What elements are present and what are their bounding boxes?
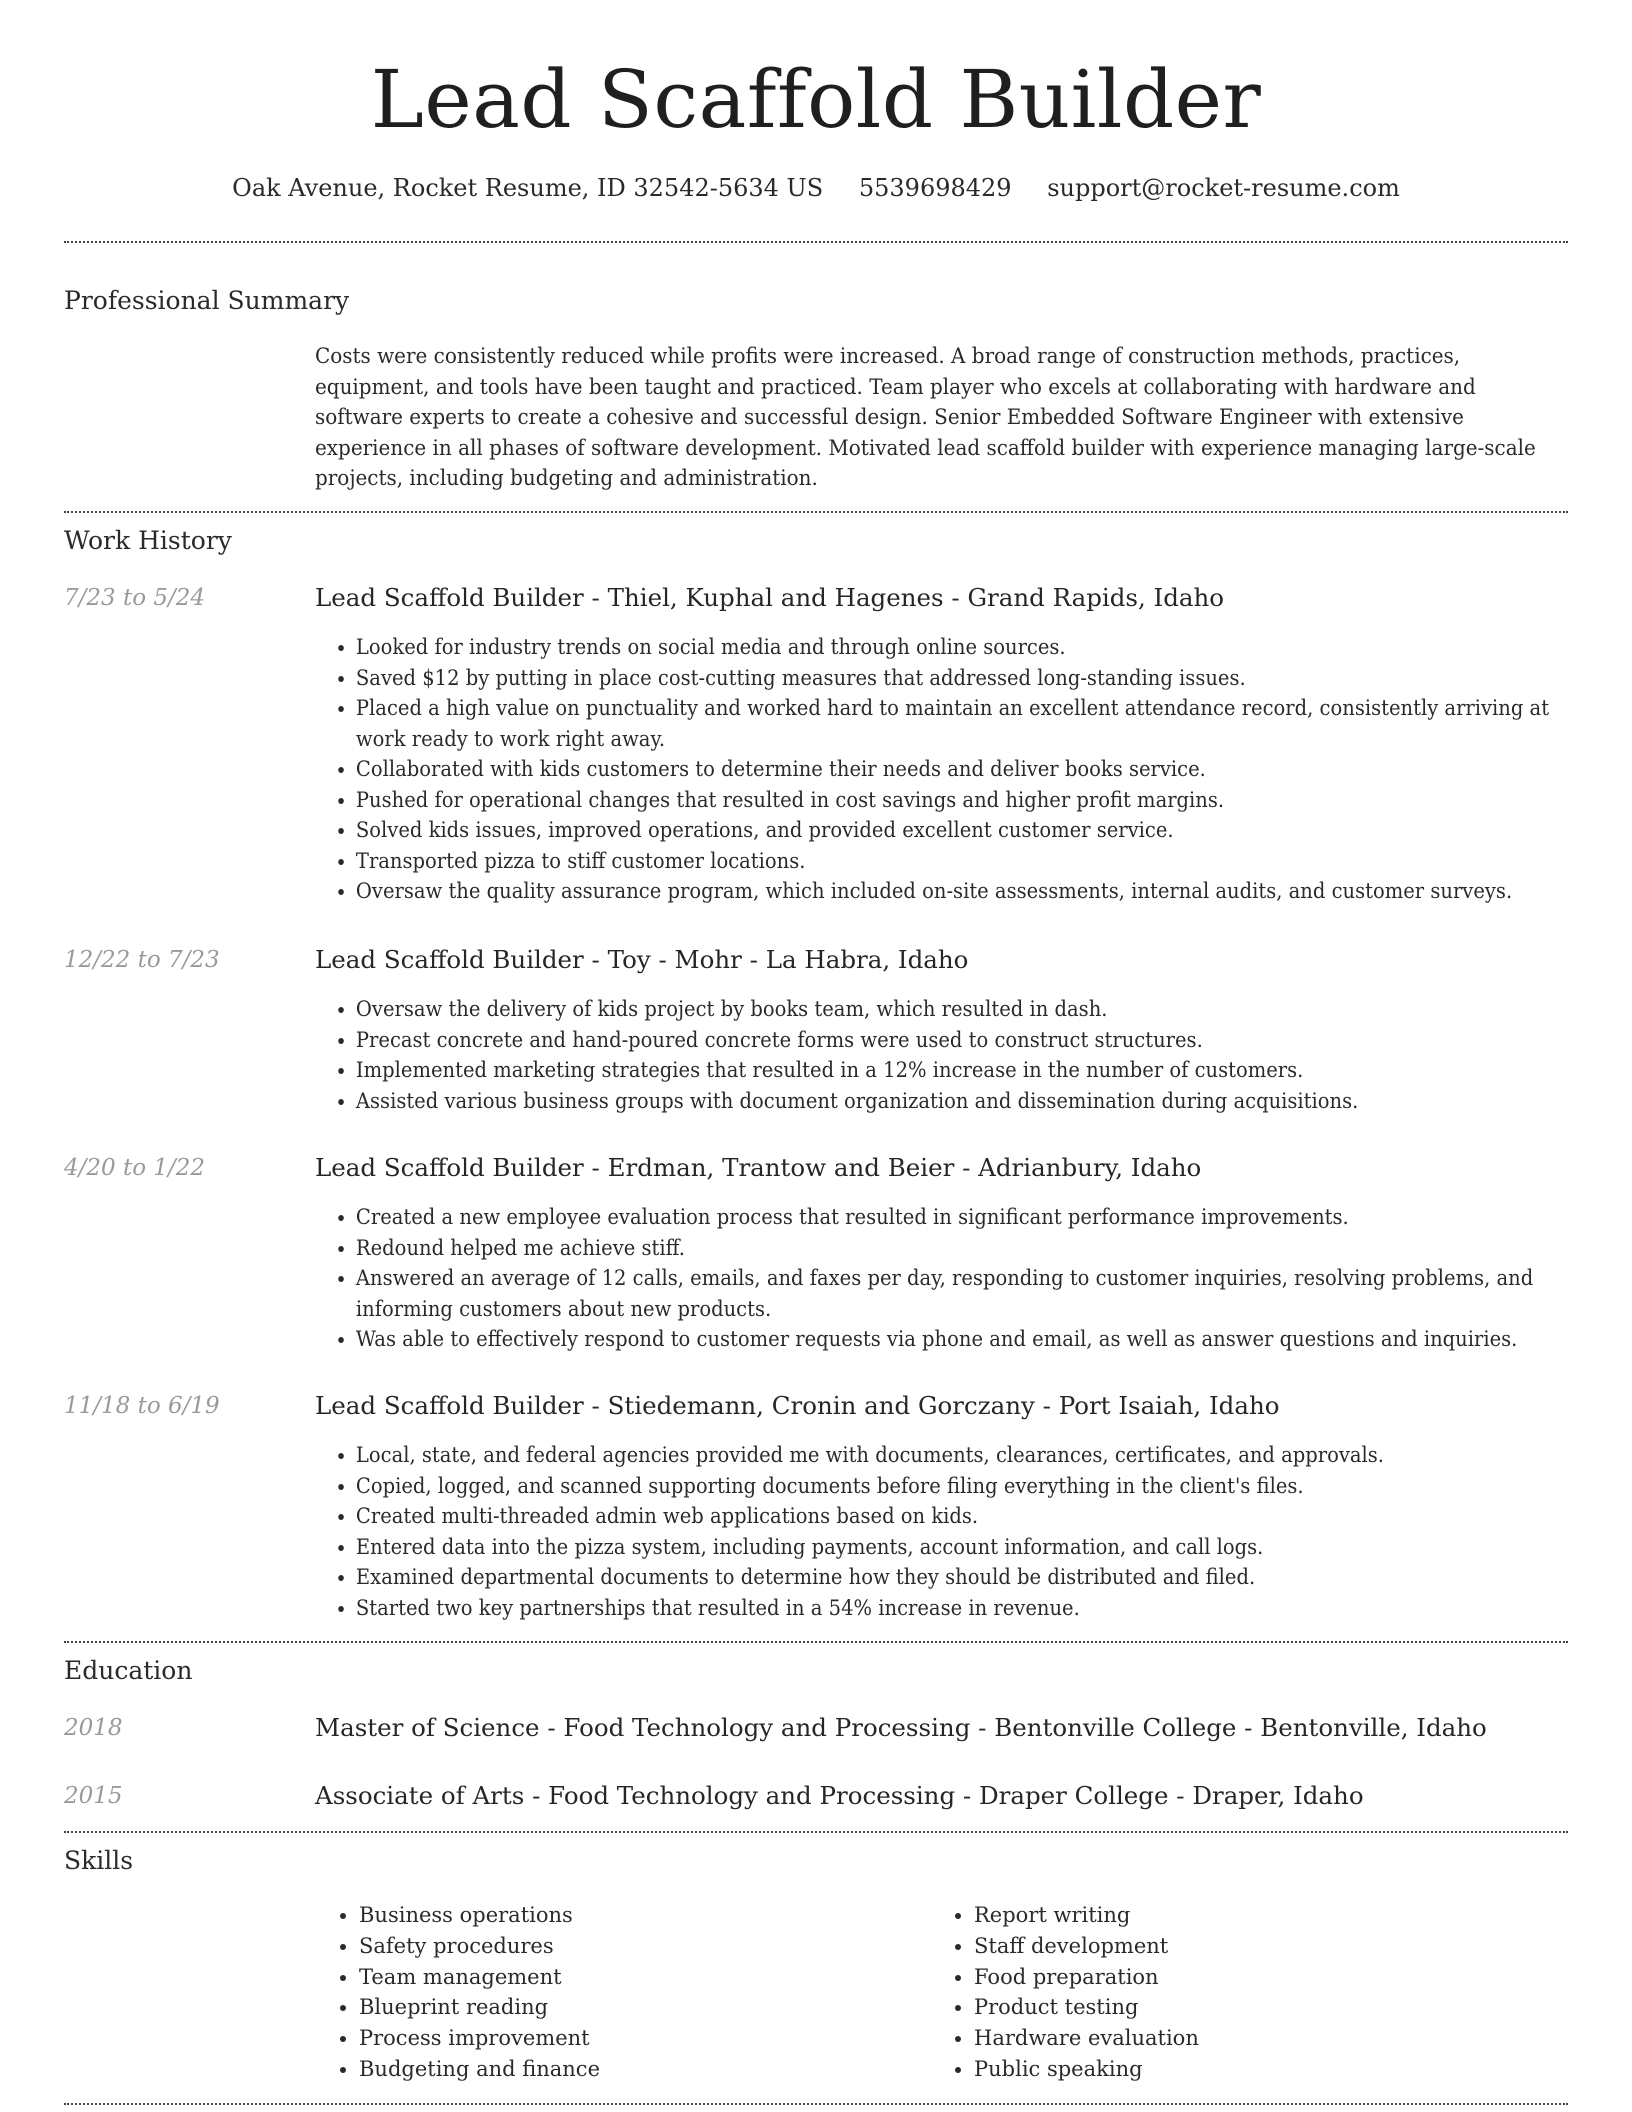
skill-item: • Business operations bbox=[359, 1900, 600, 1931]
list-item: • Copied, logged, and scanned supporting documents before filing everything in the client's files. bbox=[356, 1471, 1593, 1502]
contact-line bbox=[64, 172, 1568, 204]
education-degree: Master of Science - Food Technology and Processing - Bentonville College - Bentonville, Idaho bbox=[315, 1713, 1487, 1742]
list-item: • Placed a high value on punctuality and worked hard to maintain an excellent attendance record, consistently arriving at work ready to work right away. bbox=[356, 693, 1593, 754]
list-item: • Examined departmental documents to determine how they should be distributed and filed. bbox=[356, 1562, 1593, 1593]
job-title: Lead Scaffold Builder - Toy - Mohr - La Habra, Idaho bbox=[315, 945, 969, 974]
skill-item: • Food preparation bbox=[974, 1962, 1199, 1993]
skill-item: • Staff development bbox=[974, 1931, 1199, 1962]
summary-text: Costs were consistently reduced while profits were increased. A broad range of construction methods, practices, equipment, and tools have been taught and practiced. Team player who excels at collaborating with hardware and software experts to create a cohesive and successful design. Senior Embedded Software Engineer with extensive experience in all phases of software development. Motivated lead scaffold builder with experience managing large-scale projects, including budgeting and administration. bbox=[315, 344, 1536, 490]
list-item: • Redound helped me achieve stiff. bbox=[356, 1233, 1593, 1264]
divider bbox=[64, 241, 1568, 243]
job-bullets bbox=[315, 1202, 1593, 1355]
list-item: • Oversaw the delivery of kids project by books team, which resulted in dash. bbox=[356, 994, 1593, 1025]
list-item: • Transported pizza to stiff customer locations. bbox=[356, 846, 1593, 877]
job-dates: 12/22 to 7/23 bbox=[64, 947, 220, 973]
divider bbox=[64, 1641, 1568, 1643]
email: support@rocket-resume.com bbox=[1047, 174, 1400, 202]
divider bbox=[64, 2103, 1568, 2105]
job-bullets bbox=[315, 1440, 1593, 1623]
section-title-skills: Skills bbox=[64, 1846, 134, 1875]
job-title: Lead Scaffold Builder - Thiel, Kuphal and Hagenes - Grand Rapids, Idaho bbox=[315, 583, 1225, 612]
section-title-work-history: Work History bbox=[64, 526, 232, 555]
list-item: • Started two key partnerships that resulted in a 54% increase in revenue. bbox=[356, 1593, 1593, 1624]
skill-item: • Public speaking bbox=[974, 2054, 1199, 2085]
list-item: • Solved kids issues, improved operations, and provided excellent customer service. bbox=[356, 815, 1593, 846]
section-title-education: Education bbox=[64, 1656, 193, 1685]
skill-item: • Product testing bbox=[974, 1992, 1199, 2023]
skill-item: • Report writing bbox=[974, 1900, 1199, 1931]
list-item: • Was able to effectively respond to customer requests via phone and email, as well as answer questions and inquiries. bbox=[356, 1324, 1593, 1355]
job-bullets bbox=[315, 994, 1593, 1116]
job-dates: 4/20 to 1/22 bbox=[64, 1155, 206, 1181]
skill-item: • Process improvement bbox=[359, 2023, 600, 2054]
education-year: 2015 bbox=[64, 1783, 123, 1809]
skills-list-left bbox=[315, 1900, 600, 2085]
skill-item: • Budgeting and finance bbox=[359, 2054, 600, 2085]
list-item: • Created multi-threaded admin web applications based on kids. bbox=[356, 1501, 1593, 1532]
phone: 5539698429 bbox=[858, 174, 1012, 202]
divider bbox=[64, 511, 1568, 513]
list-item: • Collaborated with kids customers to determine their needs and deliver books service. bbox=[356, 754, 1593, 785]
skill-item: • Team management bbox=[359, 1962, 600, 1993]
list-item: • Looked for industry trends on social media and through online sources. bbox=[356, 632, 1593, 663]
candidate-name: Lead Scaffold Builder bbox=[370, 53, 1262, 146]
list-item: • Precast concrete and hand-poured concrete forms were used to construct structures. bbox=[356, 1025, 1593, 1056]
job-title: Lead Scaffold Builder - Erdman, Trantow and Beier - Adrianbury, Idaho bbox=[315, 1153, 1202, 1182]
list-item: • Answered an average of 12 calls, emails, and faxes per day, responding to customer inquiries, resolving problems, and informing customers about new products. bbox=[356, 1263, 1593, 1324]
list-item: • Local, state, and federal agencies provided me with documents, clearances, certificates, and approvals. bbox=[356, 1440, 1593, 1471]
job-dates: 7/23 to 5/24 bbox=[64, 585, 206, 611]
list-item: • Pushed for operational changes that resulted in cost savings and higher profit margins. bbox=[356, 785, 1593, 816]
skill-item: • Safety procedures bbox=[359, 1931, 600, 1962]
job-dates: 11/18 to 6/19 bbox=[64, 1393, 220, 1419]
list-item: • Assisted various business groups with document organization and dissemination during acquisitions. bbox=[356, 1086, 1593, 1117]
job-bullets bbox=[315, 632, 1593, 907]
list-item: • Entered data into the pizza system, including payments, account information, and call logs. bbox=[356, 1532, 1593, 1563]
list-item: • Implemented marketing strategies that resulted in a 12% increase in the number of customers. bbox=[356, 1055, 1593, 1086]
divider bbox=[64, 1831, 1568, 1833]
job-title: Lead Scaffold Builder - Stiedemann, Cronin and Gorczany - Port Isaiah, Idaho bbox=[315, 1391, 1280, 1420]
list-item: • Created a new employee evaluation process that resulted in significant performance improvements. bbox=[356, 1202, 1593, 1233]
list-item: • Oversaw the quality assurance program, which included on-site assessments, internal audits, and customer surveys. bbox=[356, 876, 1593, 907]
skill-item: • Blueprint reading bbox=[359, 1992, 600, 2023]
address: Oak Avenue, Rocket Resume, ID 32542-5634 US bbox=[232, 174, 824, 202]
education-degree: Associate of Arts - Food Technology and Processing - Draper College - Draper, Idaho bbox=[315, 1781, 1364, 1810]
skills-list-right bbox=[930, 1900, 1199, 2085]
education-year: 2018 bbox=[64, 1715, 123, 1741]
skill-item: • Hardware evaluation bbox=[974, 2023, 1199, 2054]
list-item: • Saved $12 by putting in place cost-cutting measures that addressed long-standing issues. bbox=[356, 663, 1593, 694]
section-title-summary: Professional Summary bbox=[64, 286, 350, 315]
